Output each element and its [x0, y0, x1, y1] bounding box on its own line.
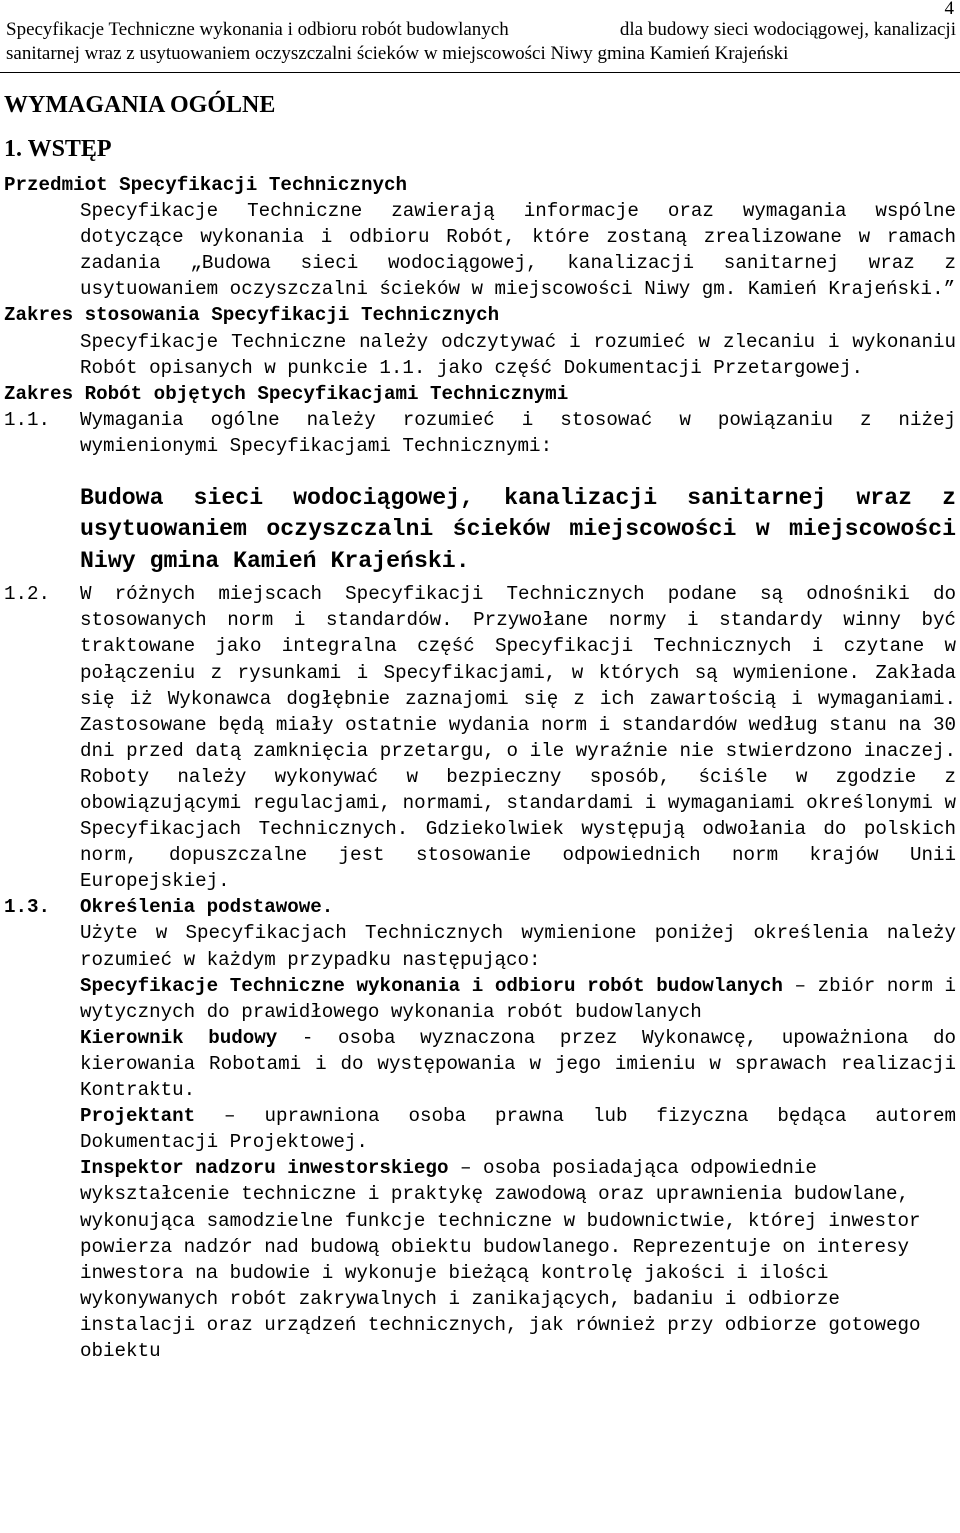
scope-paragraph: Specyfikacje Techniczne należy odczytywać i rozumieć w zlecaniu i wykonaniu Robót opisanych w punkcie 1.1. jako część Dokumentacji Przetargowej. [80, 330, 956, 379]
definition-term: Projektant [80, 1105, 196, 1128]
definition-text: – zbiór norm i wytycznych do prawidłowego wykonania robót budowlanych [80, 974, 956, 1023]
item-heading: Określenia podstawowe. [80, 896, 334, 919]
header-project-part-2: sanitarnej wraz z usytuowaniem oczyszczalni ścieków w miejscowości Niwy gmina Kamień Krajeński [6, 43, 789, 64]
definition-item [4, 1155, 956, 1364]
definition-text: – osoba posiadająca odpowiednie wykształcenie techniczne i praktykę zawodową oraz uprawnienia budowlane, wykonująca samodzielne funkcje techniczne w budownictwie, której inwestor powierza nadzór nad budową obiektu budowlanego. Reprezentuje on interesy inwestora na budowie i wykonuje bieżącą kontrolę jakości i ilości wykonywanych robót zakrywalnych i zanikających, badaniu i odbiorze instalacji oraz urządzeń technicznych, jak również przy odbiorze gotowego obiektu [80, 1157, 921, 1362]
scope-heading: Zakres stosowania Specyfikacji Technicznych [4, 304, 500, 327]
works-heading: Zakres Robót objętych Specyfikacjami Technicznymi [4, 382, 569, 405]
item-text: W różnych miejscach Specyfikacji Technicznych podane są odnośniki do stosowanych norm i standardów. Przywołane normy i standardy winny być traktowane jako integralna część Specyfikacji Technicznych i czytane w połączeniu z rysunkami i Specyfikacjami, w których są wymienione. Zakłada się iż Wykonawca dogłębnie zaznajomi się z ich zawartością i wymaganiami. Zastosowane będą miały ostatnie wydania norm i standardów według stanu na 30 dni przed datą zamknięcia przetargu, o ile wyraźnie nie stwierdzono inaczej. Roboty należy wykonywać w bezpieczny sposób, ściśle w zgodzie z obowiązującymi regulacjami, normami, standardami i wymaganiami określonymi w Specyfikacjach Technicznych. Gdziekolwiek występują odwołania do polskich norm, dopuszczalne jest stosowanie odpowiednich norm krajów Unii Europejskiej. [80, 583, 956, 893]
document-body [4, 88, 956, 1364]
header-document-title: Specyfikacje Techniczne wykonania i odbioru robót budowlanych [6, 19, 509, 40]
header-project-part-1: dla budowy sieci wodociągowej, kanalizacji [619, 19, 956, 40]
header-line-1 [0, 18, 960, 42]
item-number: 1.1. [4, 408, 51, 431]
item-1-1 [4, 407, 956, 459]
section-content [4, 172, 956, 1364]
subject-heading: Przedmiot Specyfikacji Technicznych [4, 174, 408, 196]
item-1-2 [4, 581, 956, 894]
definitions-intro: Użyte w Specyfikacjach Technicznych wymienione poniżej określenia należy rozumieć w każdym przypadku następująco: [80, 922, 956, 971]
definition-item [4, 1103, 956, 1155]
section-heading: 1. WSTĘP [4, 136, 112, 162]
page-number: 4 [944, 0, 954, 19]
definition-term: Inspektor nadzoru inwestorskiego [80, 1157, 449, 1180]
definition-item [4, 1025, 956, 1103]
item-number: 1.2. [4, 583, 51, 606]
header-line-2 [0, 42, 960, 66]
definition-text: – uprawniona osoba prawna lub fizyczna będąca autorem Dokumentacji Projektowej. [80, 1105, 956, 1154]
item-text: Wymagania ogólne należy rozumieć i stosować w powiązaniu z niżej wymienionymi Specyfikacjami Technicznymi: [80, 408, 956, 457]
item-number: 1.3. [4, 896, 51, 919]
project-title: Budowa sieci wodociągowej, kanalizacji sanitarnej wraz z usytuowaniem oczyszczalni ścieków miejscowości w miejscowości Niwy gmina Kamień Krajeński. [80, 485, 956, 574]
item-1-3 [4, 894, 956, 920]
running-header [0, 18, 960, 66]
definition-term: Specyfikacje Techniczne wykonania i odbioru robót budowlanych [80, 974, 783, 997]
document-title: WYMAGANIA OGÓLNE [4, 92, 276, 118]
definition-item [4, 973, 956, 1025]
subject-paragraph: Specyfikacje Techniczne zawierają informacje oraz wymagania wspólne dotyczące wykonania i odbioru Robót, które zostaną zrealizowane w ramach zadania „Budowa sieci wodociągowej, kanalizacji sanitarnej wraz z usytuowaniem oczyszczalni ścieków w miejscowości Niwy gm. Kamień Krajeński.” [80, 200, 956, 301]
definition-term: Kierownik budowy [80, 1026, 278, 1049]
header-rule [0, 72, 960, 73]
definition-text: - osoba wyznaczona przez Wykonawcę, upoważniona do kierowania Robotami i do występowania w jego imieniu w sprawach realizacji Kontraktu. [80, 1026, 956, 1102]
